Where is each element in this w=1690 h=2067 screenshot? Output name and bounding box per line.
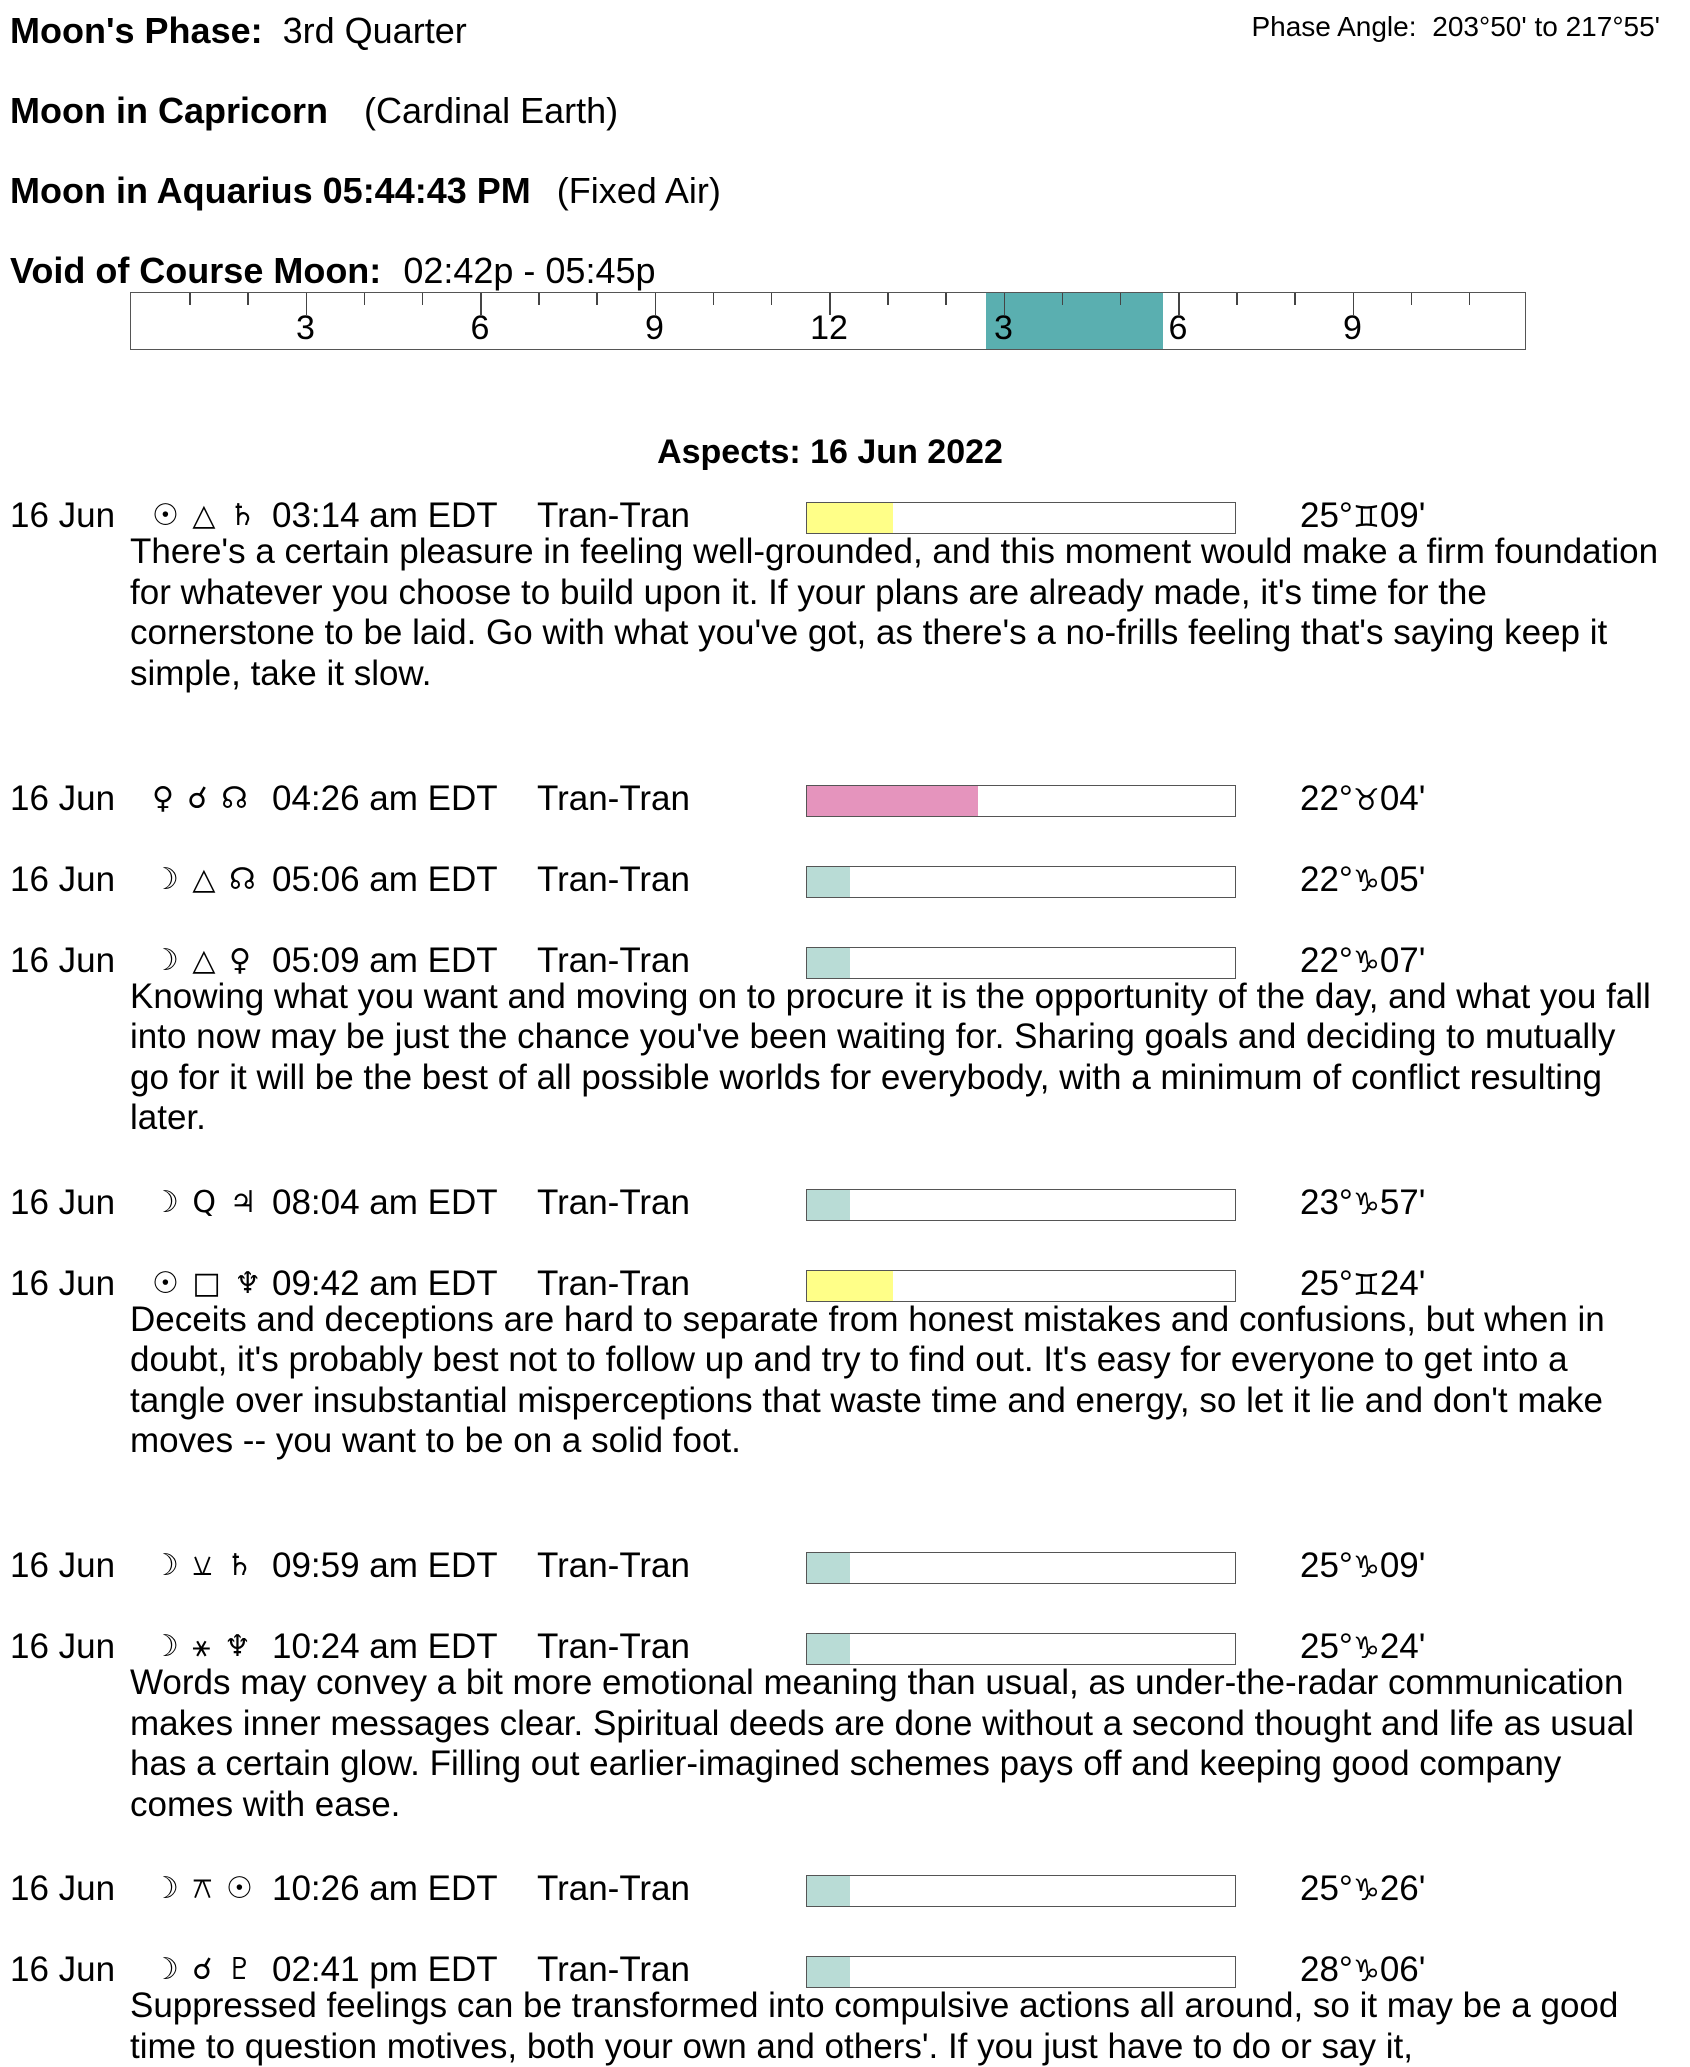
aspect-time: 05:09 am EDT <box>272 940 498 980</box>
aspect-strength-fill <box>807 867 850 897</box>
phase-angle <box>1251 10 1660 44</box>
aspect-strength-fill <box>807 1876 850 1906</box>
aspect-symbols: ☽ △ ☊ <box>152 861 258 897</box>
aspect-type: Tran-Tran <box>537 1950 690 1989</box>
aspect-time: 04:26 am EDT <box>272 778 498 818</box>
aspect-time: 10:26 am EDT <box>272 1869 498 1908</box>
aspect-time: 03:14 am EDT <box>272 496 498 535</box>
aspect-time: 09:42 am EDT <box>272 1263 498 1303</box>
timeline-hour-label: 3 <box>296 309 315 347</box>
aspect-strength-bar <box>806 1956 1236 1988</box>
zodiac-sign-icon: ♑ <box>1352 1550 1380 1585</box>
aspect-symbols: ♀ ☌ ☊ <box>152 780 250 816</box>
timeline-tick <box>945 293 947 305</box>
position-degree: 23° <box>1300 1182 1353 1222</box>
aspect-symbols: ☽ △ ♀ <box>152 942 254 978</box>
position-degree: 28° <box>1300 1950 1353 1989</box>
aspect-position <box>1300 858 1425 904</box>
timeline-tick <box>1062 293 1064 305</box>
aspect-strength-bar <box>806 785 1236 817</box>
aspect-description: Deceits and deceptions are hard to separate from honest mistakes and confusions, but when in doubt, it's probably best not to follow up and try to find out. It's easy for everyone to get into a tangle over insubstantial misperceptions that waste time and energy, so let it lie and don't make moves -- you want to be on a solid foot. <box>130 1299 1605 1460</box>
aspect-symbols: ☽ Q ♃ <box>152 1184 259 1220</box>
moon-phase-value: 3rd Quarter <box>282 10 467 51</box>
aspect-date: 16 Jun <box>10 940 116 980</box>
aspect-date: 16 Jun <box>10 778 116 818</box>
aspect-time: 02:41 pm EDT <box>272 1950 498 1989</box>
position-degree: 25° <box>1300 1546 1353 1585</box>
aspect-date: 16 Jun <box>10 1546 116 1585</box>
aspect-description: Words may convey a bit more emotional meaning than usual, as under-the-radar communication makes inner messages clear. Spiritual deeds are done without a second thought and life as usual has a certain glow. Filling out earlier-imagined schemes pays off and keeping good company comes with ease. <box>130 1663 1634 1824</box>
timeline-tick <box>189 293 191 305</box>
void-of-course-line <box>10 250 656 292</box>
aspect-position <box>1300 1181 1425 1227</box>
aspect-strength-bar <box>806 1189 1236 1221</box>
aspect-date: 16 Jun <box>10 1627 116 1666</box>
zodiac-sign-icon: ♑ <box>1352 1873 1380 1908</box>
aspect-time: 05:06 am EDT <box>272 859 498 899</box>
aspect-symbols: ☽ ⚹ ♆ <box>152 1629 253 1664</box>
aspect-strength-bar <box>806 1875 1236 1907</box>
aspect-symbols: ☽ ⚺ ♄ <box>152 1548 255 1583</box>
moon-phase-line <box>10 10 467 52</box>
aspect-position <box>1300 1867 1425 1913</box>
timeline-tick <box>247 293 249 305</box>
aspect-time: 09:59 am EDT <box>272 1546 498 1585</box>
moon-sign-1-note: (Cardinal Earth) <box>364 90 619 131</box>
aspect-strength-bar <box>806 947 1236 979</box>
timeline-hour-label: 9 <box>1343 309 1362 347</box>
position-degree: 25° <box>1300 1263 1353 1303</box>
timeline-tick <box>422 293 424 305</box>
position-minutes: 24' <box>1379 1627 1426 1666</box>
aspect-strength-fill <box>807 948 850 978</box>
position-minutes: 09' <box>1379 1546 1426 1585</box>
aspect-date: 16 Jun <box>10 1950 116 1989</box>
aspect-type: Tran-Tran <box>537 859 690 899</box>
timeline-tick <box>1120 293 1122 305</box>
position-degree: 22° <box>1300 940 1353 980</box>
timeline-tick <box>771 293 773 305</box>
timeline-tick <box>713 293 715 305</box>
position-minutes: 07' <box>1379 940 1426 980</box>
timeline-tick <box>1236 293 1238 305</box>
moon-phase-label: Moon's Phase: <box>10 10 263 51</box>
aspect-strength-bar <box>806 1633 1236 1665</box>
zodiac-sign-icon: ♉ <box>1352 782 1380 818</box>
zodiac-sign-icon: ♑ <box>1352 1186 1380 1222</box>
aspect-strength-fill <box>807 1553 850 1583</box>
position-degree: 22° <box>1300 859 1353 899</box>
position-degree: 22° <box>1300 778 1353 818</box>
moon-sign-2-note: (Fixed Air) <box>556 170 721 211</box>
aspect-time: 08:04 am EDT <box>272 1182 498 1222</box>
zodiac-sign-icon: ♑ <box>1352 944 1380 980</box>
timeline-hour-label: 12 <box>810 309 848 347</box>
position-minutes: 24' <box>1379 1263 1426 1303</box>
aspect-symbols: ☽ ☌ ♇ <box>152 1952 256 1987</box>
zodiac-sign-icon: ♊ <box>1352 500 1380 535</box>
moon-sign-line-1 <box>10 90 618 132</box>
zodiac-sign-icon: ♊ <box>1352 1267 1380 1303</box>
aspect-symbols: ☽ ⚻ ☉ <box>152 1871 255 1906</box>
moon-sign-2-label: Moon in Aquarius 05:44:43 PM <box>10 170 531 211</box>
timeline-hour-label: 6 <box>470 309 490 347</box>
timeline-tick <box>538 293 540 305</box>
aspect-date: 16 Jun <box>10 1263 116 1303</box>
aspect-date: 16 Jun <box>10 1182 116 1222</box>
void-of-course-timeline <box>130 292 1526 350</box>
aspect-type: Tran-Tran <box>537 1869 690 1908</box>
position-degree: 25° <box>1300 496 1353 535</box>
aspect-strength-fill <box>807 503 893 533</box>
aspect-type: Tran-Tran <box>537 496 690 535</box>
timeline-tick <box>596 293 598 305</box>
position-minutes: 06' <box>1379 1950 1426 1989</box>
aspect-symbols: ☉ △ ♄ <box>152 498 258 533</box>
aspect-type: Tran-Tran <box>537 940 690 980</box>
timeline-hour-label: 6 <box>1168 309 1188 347</box>
aspect-strength-fill <box>807 786 978 816</box>
aspect-strength-fill <box>807 1634 850 1664</box>
timeline-hour-label: 9 <box>645 309 664 347</box>
aspect-symbols: ☉ □ ♆ <box>152 1265 264 1301</box>
aspect-date: 16 Jun <box>10 859 116 899</box>
aspect-type: Tran-Tran <box>537 1546 690 1585</box>
position-degree: 25° <box>1300 1869 1353 1908</box>
aspect-type: Tran-Tran <box>537 1627 690 1666</box>
zodiac-sign-icon: ♑ <box>1352 863 1380 899</box>
aspect-description: There's a certain pleasure in feeling well-grounded, and this moment would make a firm foundation for whatever you choose to build upon it. If your plans are already made, it's time for the cornerstone to be laid. Go with what you've got, as there's a no-frills feeling that's saying keep it simple, take it slow. <box>130 532 1659 693</box>
aspect-position <box>1300 777 1425 823</box>
moon-sign-line-2 <box>10 170 721 212</box>
timeline-tick <box>364 293 366 305</box>
aspect-strength-fill <box>807 1271 893 1301</box>
position-minutes: 57' <box>1379 1182 1426 1222</box>
aspect-type: Tran-Tran <box>537 1182 690 1222</box>
aspect-type: Tran-Tran <box>537 1263 690 1303</box>
aspect-strength-fill <box>807 1190 850 1220</box>
position-minutes: 05' <box>1379 859 1426 899</box>
aspect-strength-bar <box>806 1552 1236 1584</box>
aspect-strength-fill <box>807 1957 850 1987</box>
timeline-hour-label: 3 <box>994 309 1013 347</box>
timeline-tick <box>887 293 889 305</box>
aspect-strength-bar <box>806 502 1236 534</box>
aspect-strength-bar <box>806 1270 1236 1302</box>
aspect-position <box>1300 1544 1425 1590</box>
timeline-tick <box>1469 293 1471 305</box>
timeline-tick <box>1294 293 1296 305</box>
aspects-title: Aspects: 16 Jun 2022 <box>657 433 1003 471</box>
voc-value: 02:42p - 05:45p <box>403 250 656 291</box>
aspect-strength-bar <box>806 866 1236 898</box>
aspect-date: 16 Jun <box>10 1869 116 1908</box>
position-minutes: 04' <box>1379 778 1426 818</box>
position-minutes: 09' <box>1379 496 1426 535</box>
position-degree: 25° <box>1300 1627 1353 1666</box>
timeline-tick <box>1411 293 1413 305</box>
aspect-date: 16 Jun <box>10 496 116 535</box>
moon-sign-1-label: Moon in Capricorn <box>10 90 328 131</box>
voc-label: Void of Course Moon: <box>10 250 382 291</box>
aspect-description: Knowing what you want and moving on to procure it is the opportunity of the day, and what you fall into now may be just the chance you've been waiting for. Sharing goals and deciding to mutually go for it will be the best of all possible worlds for everybody, with a minimum of conflict resulting later. <box>130 976 1651 1137</box>
position-minutes: 26' <box>1379 1869 1426 1908</box>
aspect-description: Suppressed feelings can be transformed into compulsive actions all around, so it may be a good time to question motives, both your own and others'. If you just have to do or say it, <box>130 1986 1619 2066</box>
zodiac-sign-icon: ♑ <box>1352 1954 1380 1989</box>
aspect-time: 10:24 am EDT <box>272 1627 498 1666</box>
phase-angle-label: Phase Angle: <box>1251 11 1417 42</box>
aspect-type: Tran-Tran <box>537 778 690 818</box>
phase-angle-value: 203°50' to 217°55' <box>1432 11 1660 42</box>
zodiac-sign-icon: ♑ <box>1352 1631 1380 1666</box>
